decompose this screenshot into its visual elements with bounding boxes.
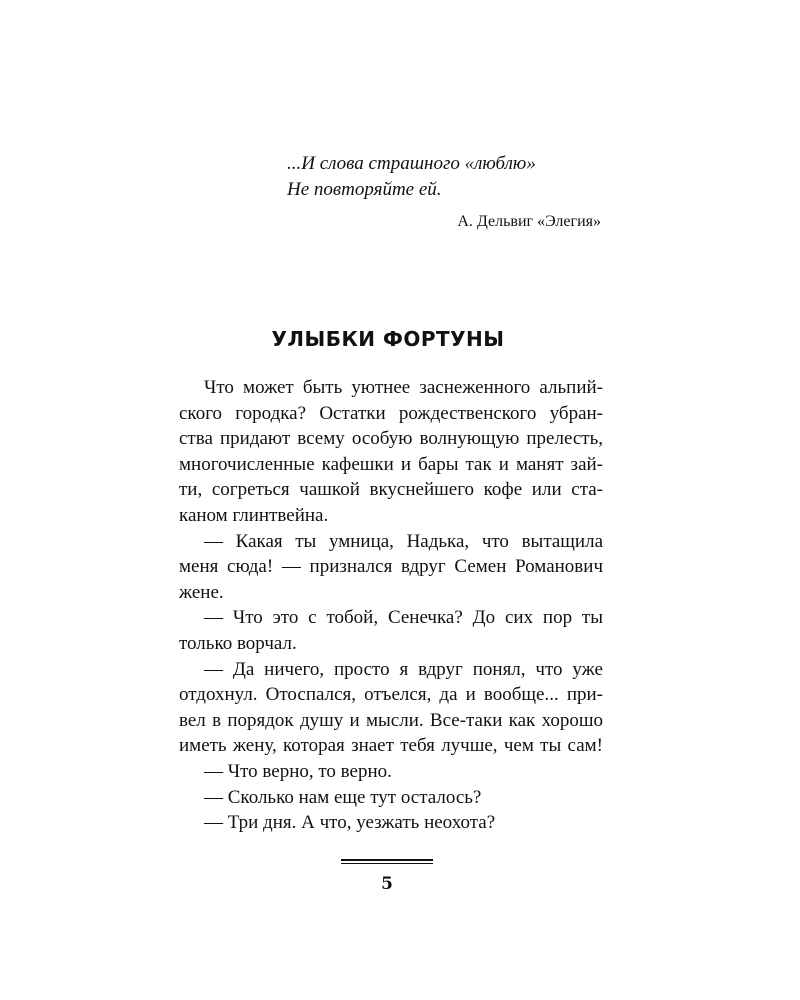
text-line: многочисленные кафешки и бары так и манят зай- (179, 453, 603, 475)
epigraph-attribution: А. Дельвиг «Элегия» (457, 213, 601, 230)
text-line: ского городка? Остатки рождественского убран- (179, 402, 603, 424)
footer-rule-thick (341, 859, 433, 861)
page-number: 5 (381, 874, 393, 894)
text-line: — Что верно, то верно. (204, 760, 392, 782)
text-line: Что может быть уютнее заснеженного альпий- (204, 377, 603, 398)
body-text (179, 375, 603, 836)
text-line: — Три дня. А что, уезжать неохота? (204, 812, 496, 834)
text-line: ства придают всему особую волнующую прелесть, (179, 428, 603, 450)
text-line: — Что это с тобой, Сенечка? До сих пор ты (204, 607, 603, 629)
text-line: отдохнул. Отоспался, отъелся, да и вообще... при- (179, 684, 603, 706)
text-line: только ворчал. (179, 632, 297, 654)
text-line: ти, согреться чашкой вкуснейшего кофе или ста- (179, 479, 603, 501)
text-line: — Какая ты умница, Надька, что вытащила (204, 530, 603, 552)
footer-rule-thin (341, 863, 433, 864)
text-line: — Да ничего, просто я вдруг понял, что уже (204, 658, 603, 680)
footer-rule (341, 859, 433, 866)
text-line: каном глинтвейна. (179, 504, 329, 526)
text-line: вел в порядок душу и мысли. Все-таки как хорошо (179, 709, 603, 731)
text-line: жене. (179, 581, 224, 603)
epigraph-line: ...И слова страшного «люблю» (287, 153, 536, 174)
text-line: иметь жену, которая знает тебя лучше, чем ты сам! (179, 735, 603, 757)
text-line: меня сюда! — признался вдруг Семен Романович (179, 556, 603, 578)
text-line: — Сколько нам еще тут осталось? (204, 786, 482, 808)
chapter-title: УЛЫБКИ ФОРТУНЫ (271, 327, 505, 351)
epigraph-line: Не повторяйте ей. (287, 179, 442, 200)
